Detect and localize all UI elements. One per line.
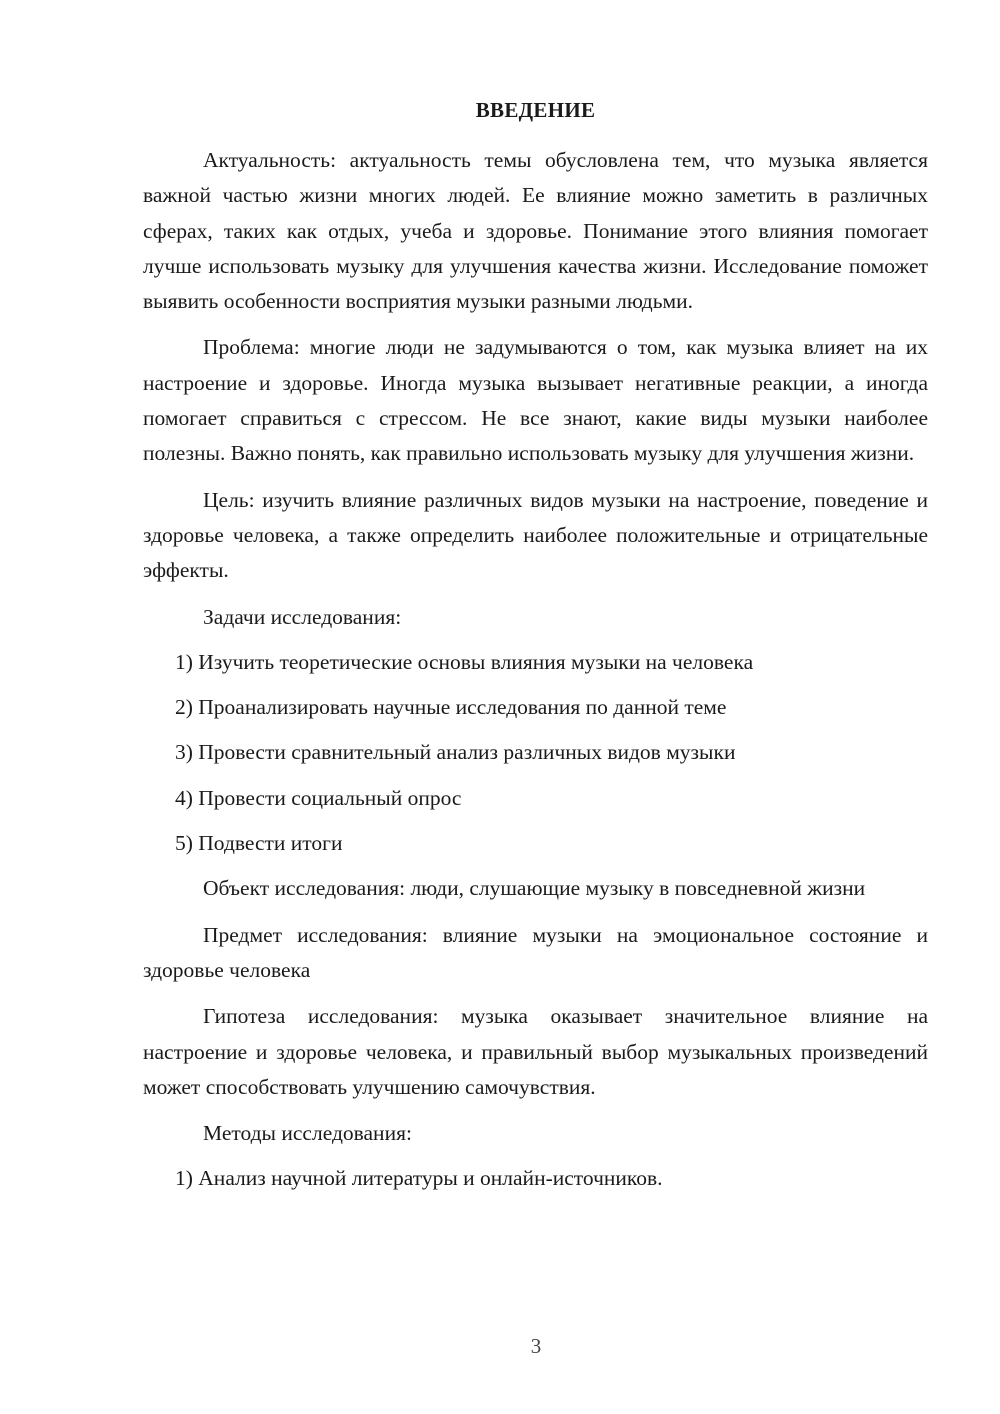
- document-body: [143, 143, 928, 1197]
- list-item: 1) Анализ научной литературы и онлайн-источников.: [175, 1166, 663, 1191]
- page-title: ВВЕДЕНИЕ: [475, 98, 596, 122]
- goal-paragraph: Цель: изучить влияние различных видов музыки на настроение, поведение и здоровье человека, а также определить наиболее положительные и отрицательные эффекты.: [143, 487, 928, 583]
- methods-list: [143, 1161, 928, 1196]
- list-item: 3) Провести сравнительный анализ различных видов музыки: [175, 740, 736, 765]
- list-item: 5) Подвести итоги: [175, 831, 343, 856]
- list-item: 2) Проанализировать научные исследования по данной теме: [175, 695, 727, 720]
- methods-heading: Методы исследования:: [203, 1121, 412, 1146]
- page-number: 3: [530, 1334, 542, 1358]
- list-item: 4) Провести социальный опрос: [175, 785, 462, 810]
- relevance-paragraph: Актуальность: актуальность темы обусловлена тем, что музыка является важной частью жизни многих людей. Ее влияние можно заметить в различных сферах, таких как отдых, учеба и здоровье. Понимание этого влияния помогает лучше использовать музыку для улучшения качества жизни. Исследование поможет выявить особенности восприятия музыки разными людьми.: [143, 148, 928, 314]
- tasks-heading: Задачи исследования:: [203, 604, 402, 629]
- subject-paragraph: Предмет исследования: влияние музыки на эмоциональное состояние и здоровье человека: [143, 922, 928, 982]
- list-item: 1) Изучить теоретические основы влияния музыки на человека: [175, 649, 754, 674]
- hypothesis-paragraph: Гипотеза исследования: музыка оказывает значительное влияние на настроение и здоровье человека, и правильный выбор музыкальных произведений может способствовать улучшению самочувствия.: [143, 1004, 928, 1099]
- tasks-list: [143, 645, 928, 861]
- object-paragraph: Объект исследования: люди, слушающие музыку в повседневной жизни: [203, 876, 866, 901]
- problem-paragraph: Проблема: многие люди не задумываются о том, как музыка влияет на их настроение и здоровье. Иногда музыка вызывает негативные реакции, а иногда помогает справиться с стрессом. Не все знают, какие виды музыки наиболее полезны. Важно понять, как правильно использовать музыку для улучшения жизни.: [143, 335, 928, 466]
